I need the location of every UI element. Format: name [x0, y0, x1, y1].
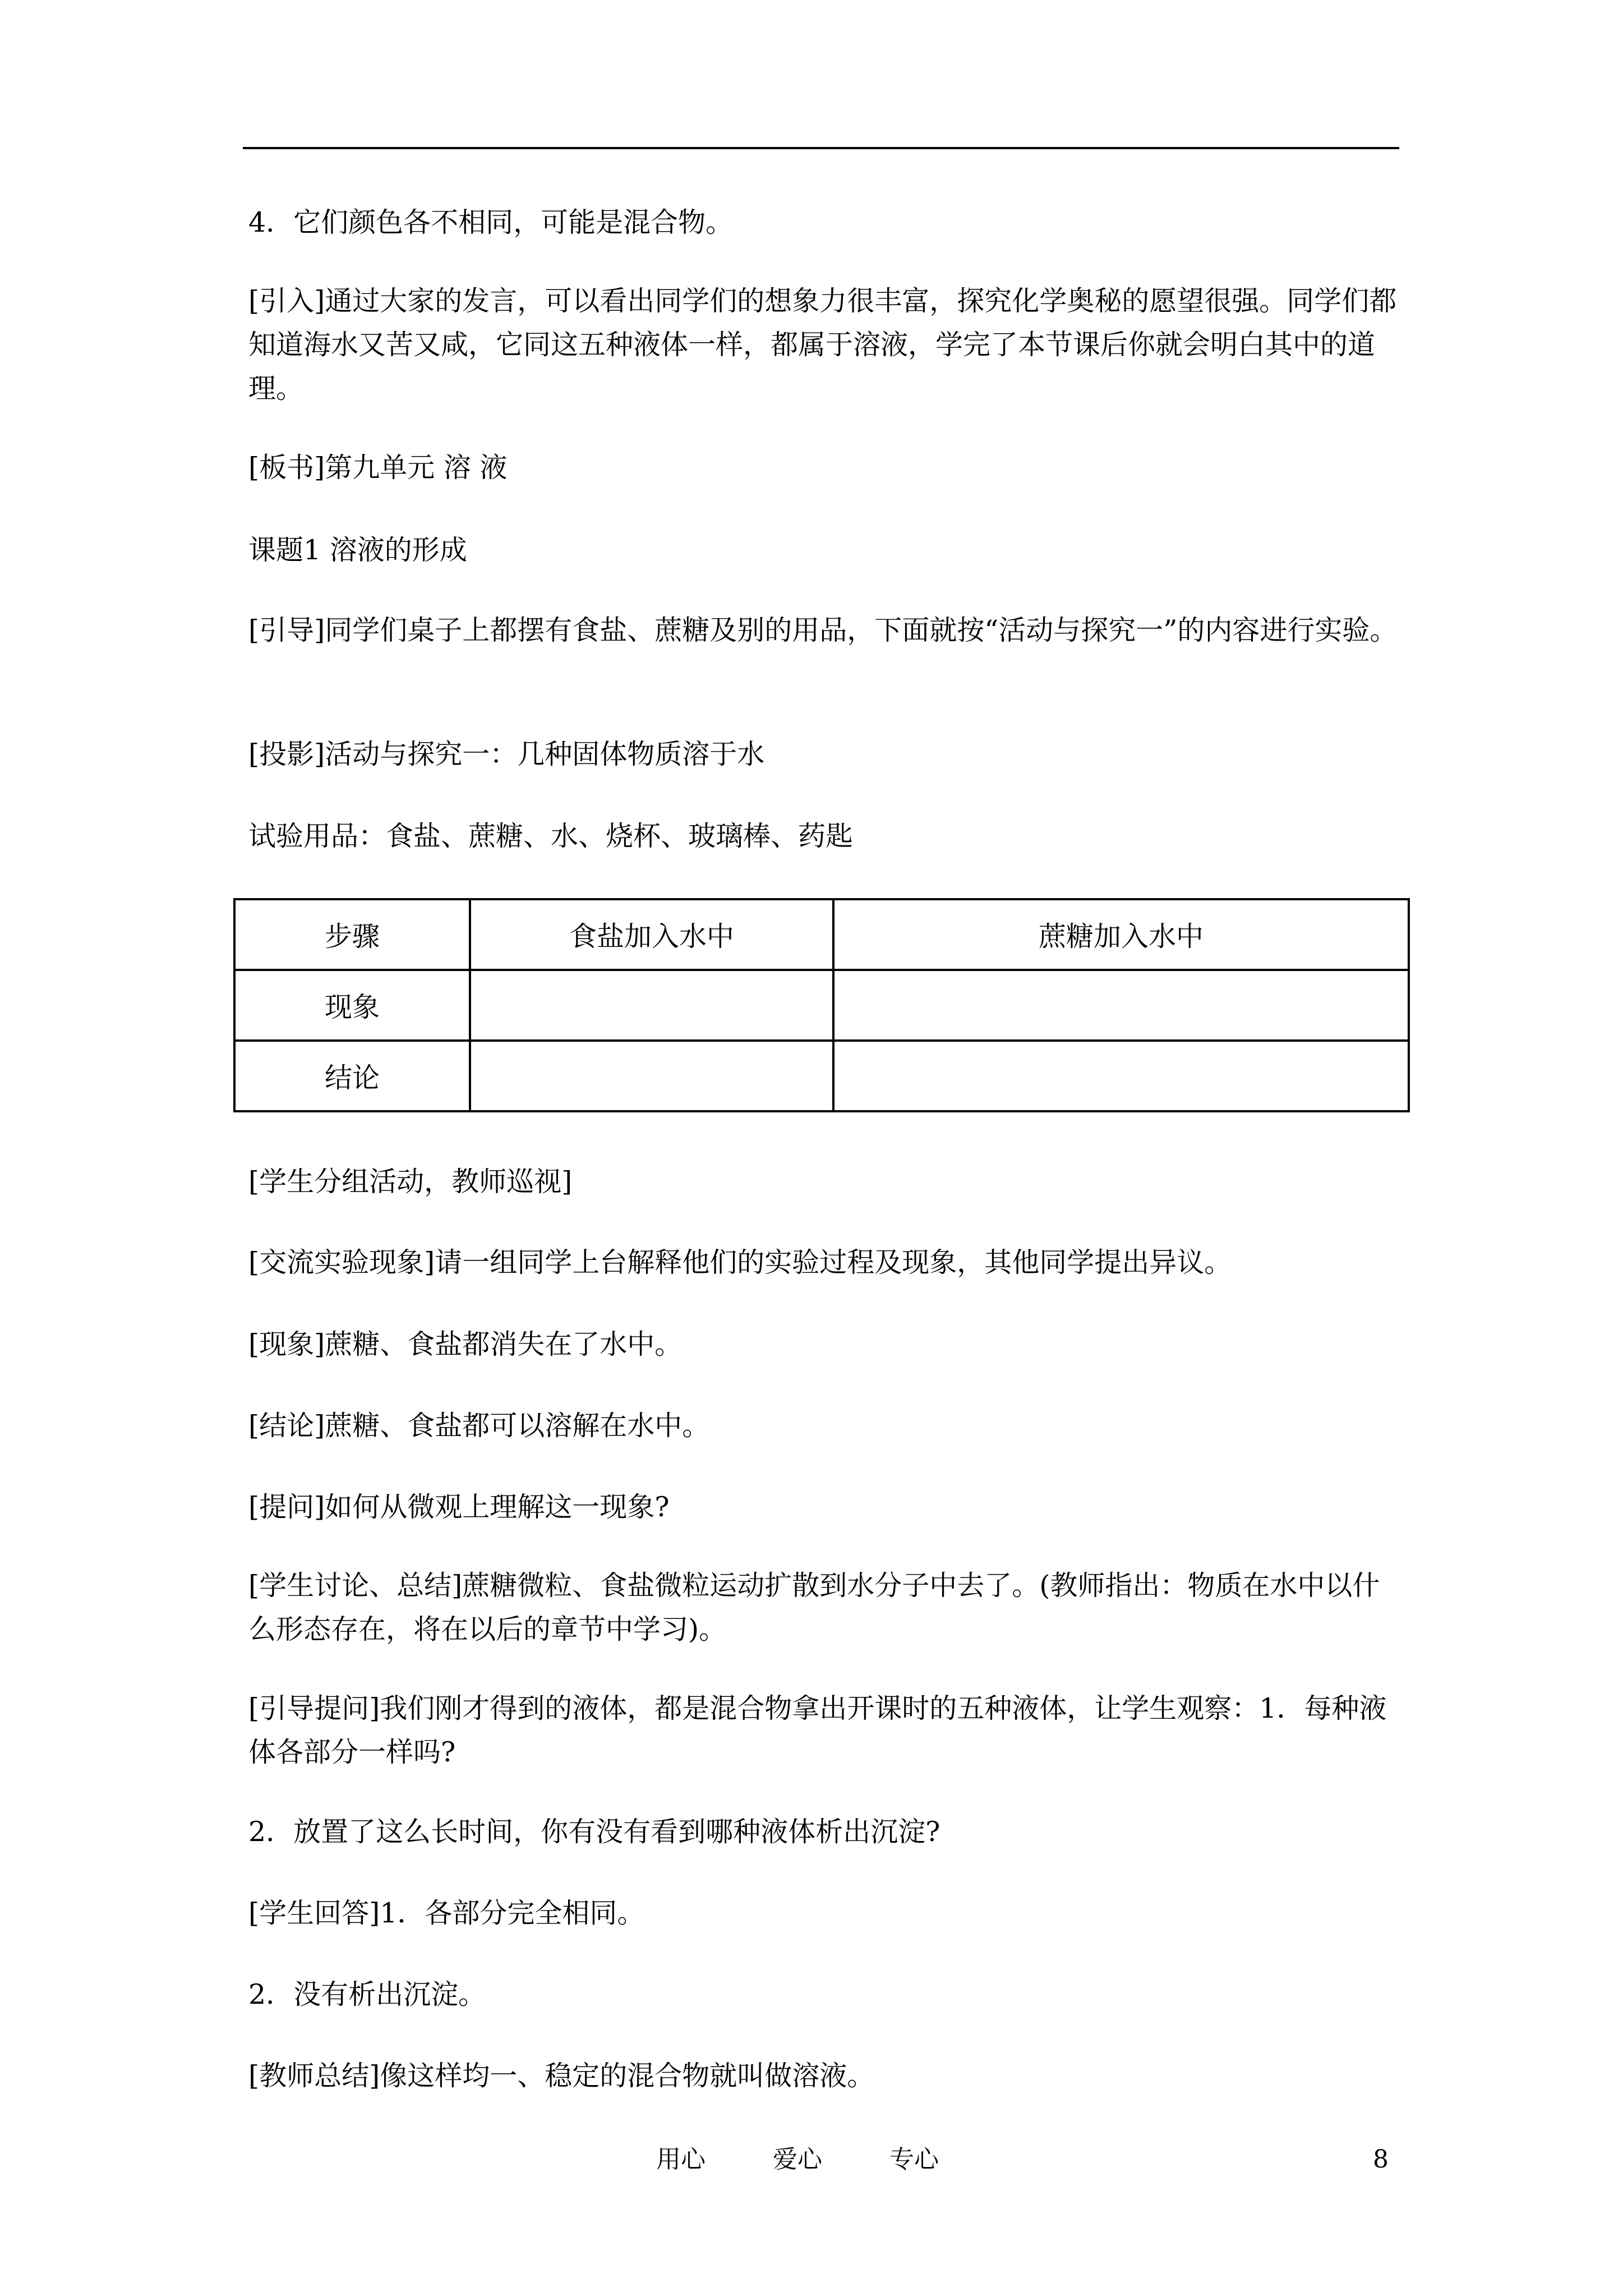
footer-motto: [656, 2143, 939, 2177]
paragraph-answer-two: 2．没有析出沉淀。: [248, 1978, 486, 2010]
table-header-row: [234, 899, 1409, 970]
header-rule: [243, 147, 1399, 149]
paragraph-projection: [投影]活动与探究一：几种固体物质溶于水: [248, 738, 765, 770]
paragraph-teacher-summary: [教师总结]像这样均一、稳定的混合物就叫做溶液。: [248, 2060, 875, 2092]
table-row: [234, 1041, 1409, 1111]
paragraph-conclusion: [结论]蔗糖、食盐都可以溶解在水中。: [248, 1410, 710, 1442]
paragraph-discussion: [学生讨论、总结]蔗糖微粒、食盐微粒运动扩散到水分子中去了。(教师指出：物质在水中以什么形态存在，将在以后的章节中学习)。: [248, 1570, 1380, 1645]
paragraph-group-activity: [学生分组活动，教师巡视]: [248, 1166, 573, 1198]
paragraph-blackboard-unit: [板书]第九单元 溶 液: [248, 452, 508, 484]
paragraph-question: [提问]如何从微观上理解这一现象?: [248, 1491, 670, 1523]
paragraph-mixture: 4．它们颜色各不相同，可能是混合物。: [248, 206, 734, 238]
table-header-cell: 食盐加入水中: [470, 899, 833, 970]
table-cell: 结论: [234, 1041, 470, 1111]
experiment-table: [233, 898, 1410, 1112]
paragraph-question-two: 2．放置了这么长时间，你有没有看到哪种液体析出沉淀?: [248, 1816, 940, 1848]
table-header-cell: 步骤: [234, 899, 470, 970]
footer-word: 专心: [889, 2145, 939, 2174]
paragraph-phenomenon: [现象]蔗糖、食盐都消失在了水中。: [248, 1328, 683, 1360]
paragraph-exchange: [交流实验现象]请一组同学上台解释他们的实验过程及现象，其他同学提出异议。: [248, 1246, 1232, 1278]
paragraph-introduction: [引入]通过大家的发言，可以看出同学们的想象力很丰富，探究化学奥秘的愿望很强。同学们都知道海水又苦又咸，它同这五种液体一样，都属于溶液，学完了本节课后你就会明白其中的道理。: [248, 285, 1397, 404]
table-cell: [833, 1041, 1409, 1111]
table-cell: 现象: [234, 970, 470, 1041]
paragraph-guided-question: [引导提问]我们刚才得到的液体，都是混合物拿出开课时的五种液体，让学生观察：1．每种液体各部分一样吗?: [248, 1692, 1387, 1768]
table-cell: [470, 970, 833, 1041]
paragraph-materials: 试验用品：食盐、蔗糖、水、烧杯、玻璃棒、药匙: [248, 820, 854, 852]
table-cell: [470, 1041, 833, 1111]
page-number: 8: [1373, 2145, 1389, 2174]
table-cell: [833, 970, 1409, 1041]
table-header-cell: 蔗糖加入水中: [833, 899, 1409, 970]
table-row: [234, 970, 1409, 1041]
paragraph-guidance: [引导]同学们桌子上都摆有食盐、蔗糖及别的用品，下面就按“活动与探究一”的内容进行实验。: [248, 614, 1398, 646]
paragraph-student-answer: [学生回答]1．各部分完全相同。: [248, 1897, 645, 1929]
footer-word: 爱心: [773, 2145, 822, 2174]
paragraph-lesson-title: 课题1 溶液的形成: [248, 534, 467, 566]
footer-word: 用心: [656, 2145, 706, 2174]
